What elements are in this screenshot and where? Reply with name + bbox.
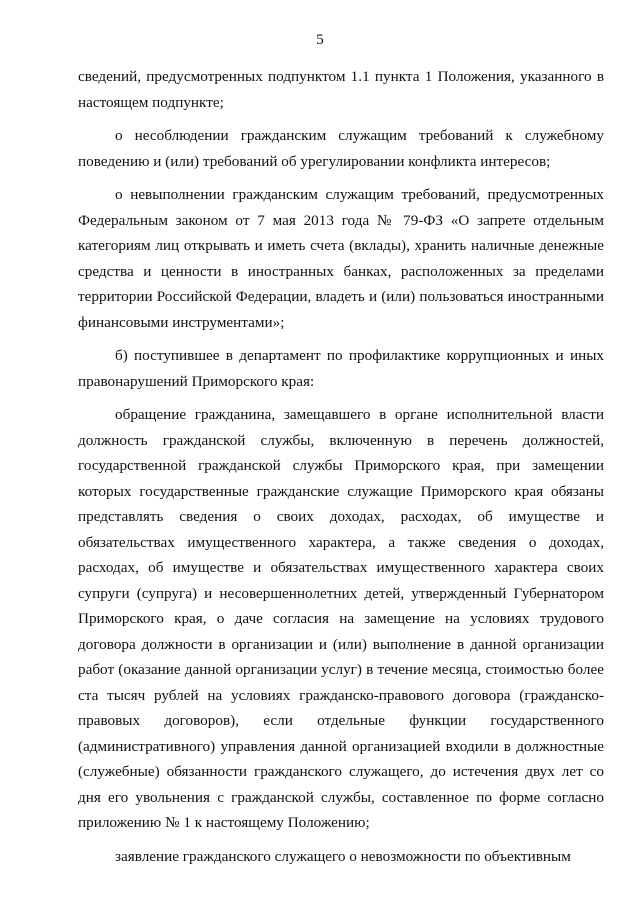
paragraph-3: о невыполнении гражданским служащим требований, предусмотренных Федеральным законом от 7 мая 2013 года № 79-ФЗ «О запрете отдельным категориям лиц открывать и иметь счета (вклады), хранить наличные денежные средства и ценности в иностранных банках, расположенных за пределами территории Российской Федерации, владеть и (или) пользоваться иностранными финансовыми инструментами»; bbox=[78, 186, 604, 331]
paragraph-5: обращение гражданина, замещавшего в органе исполнительной власти должность гражданской службы, включенную в перечень должностей, государственной гражданской службы Приморского края, при замещении которых государственные гражданские служащие Приморского края обязаны представлять сведения о своих доходах, расходах, об имуществе и обязательствах имущественного характера, а также сведения о доходах, расходах, об имуществе и обязательствах имущественного характера своих супруги (супруга) и несовершеннолетних детей, утвержденный Губернатором Приморского края, о даче согласия на замещение на условиях трудового договора должности в организации и (или) выполнение в данной организации работ (оказание данной организации услуг) в течение месяца, стоимостью более ста тысяч рублей на условиях гражданско-правового договора (гражданско-правовых договоров), если отдельные функции государственного (административного) управления данной организацией входили в должностные (служебные) обязанности гражданского служащего, до истечения двух лет со дня его увольнения с гражданской службы, составленное по форме согласно приложению № 1 к настоящему Положению; bbox=[78, 406, 604, 831]
paragraph-1: сведений, предусмотренных подпунктом 1.1 пункта 1 Положения, указанного в настоящем подпункте; bbox=[78, 68, 604, 111]
page-number: 5 bbox=[316, 32, 324, 48]
paragraph-6: заявление гражданского служащего о невозможности по объективным bbox=[115, 847, 571, 865]
document-body bbox=[78, 64, 604, 877]
paragraph-4: б) поступившее в департамент по профилактике коррупционных и иных правонарушений Приморского края: bbox=[78, 347, 604, 390]
paragraph-2: о несоблюдении гражданским служащим требований к служебному поведению и (или) требований об урегулировании конфликта интересов; bbox=[78, 127, 604, 170]
